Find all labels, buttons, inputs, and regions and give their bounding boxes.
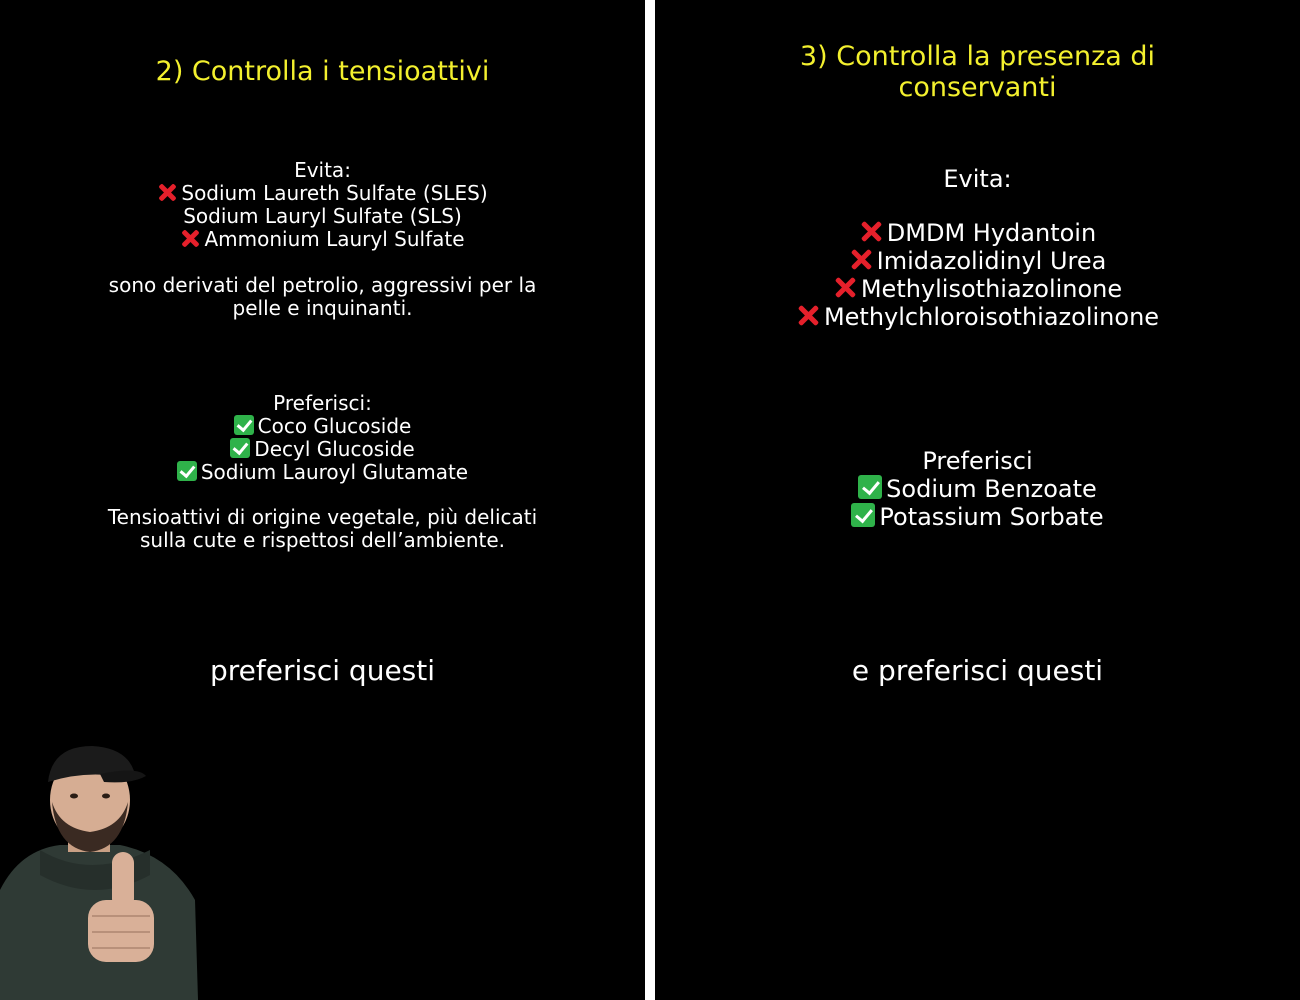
left-prefer-item: Sodium Lauroyl Glutamate: [0, 461, 645, 484]
right-prefer-heading: Preferisci: [922, 447, 1033, 475]
right-prefer-item: Sodium Benzoate: [655, 475, 1300, 503]
left-prefer-note-line: sulla cute e rispettosi dell’ambiente.: [139, 528, 506, 552]
left-avoid-item: Sodium Laureth Sulfate (SLES): [0, 182, 645, 205]
left-prefer-item: Decyl Glucoside: [0, 438, 645, 461]
right-title: [655, 41, 1300, 103]
right-title-line: 3) Controlla la presenza di: [799, 41, 1156, 72]
right-avoid-item: Imidazolidinyl Urea: [655, 247, 1300, 275]
green-check-icon: [858, 475, 882, 499]
red-x-icon: [180, 228, 200, 248]
right-title-line: conservanti: [898, 72, 1057, 103]
left-caption: preferisci questi: [209, 654, 436, 687]
right-avoid-item: Methylisothiazolinone: [655, 275, 1300, 303]
left-avoid-item: Ammonium Lauryl Sulfate: [0, 228, 645, 251]
green-check-icon: [177, 461, 197, 481]
left-avoid-item: Sodium Lauryl Sulfate (SLS): [183, 204, 462, 228]
right-panel: [655, 0, 1300, 1000]
red-x-icon: [849, 247, 873, 271]
left-prefer-heading: Preferisci:: [273, 391, 372, 415]
left-avoid-note-line: pelle e inquinanti.: [232, 296, 413, 320]
red-x-icon: [796, 303, 820, 327]
left-avoid-section: [0, 159, 645, 251]
left-avoid-note: [0, 274, 645, 320]
right-avoid-list: [655, 219, 1300, 331]
red-x-icon: [157, 182, 177, 202]
green-check-icon: [230, 438, 250, 458]
left-avoid-heading: Evita:: [294, 158, 351, 182]
right-caption: e preferisci questi: [851, 654, 1104, 687]
left-prefer-note-line: Tensioattivi di origine vegetale, più delicati: [107, 505, 538, 529]
right-avoid-item: Methylchloroisothiazolinone: [655, 303, 1300, 331]
left-panel: [0, 0, 645, 1000]
red-x-icon: [859, 219, 883, 243]
left-prefer-item: Coco Glucoside: [0, 415, 645, 438]
green-check-icon: [234, 415, 254, 435]
green-check-icon: [851, 503, 875, 527]
red-x-icon: [833, 275, 857, 299]
right-prefer-item: Potassium Sorbate: [655, 503, 1300, 531]
left-avoid-note-line: sono derivati del petrolio, aggressivi per la: [108, 273, 537, 297]
left-prefer-note: [0, 506, 645, 552]
left-title: 2) Controlla i tensioattivi: [155, 56, 490, 87]
right-avoid-heading: Evita:: [943, 165, 1012, 193]
right-prefer-section: [655, 448, 1300, 531]
presenter-thumbs-up-image: [0, 740, 200, 1000]
right-avoid-item: DMDM Hydantoin: [655, 219, 1300, 247]
left-prefer-section: [0, 392, 645, 484]
